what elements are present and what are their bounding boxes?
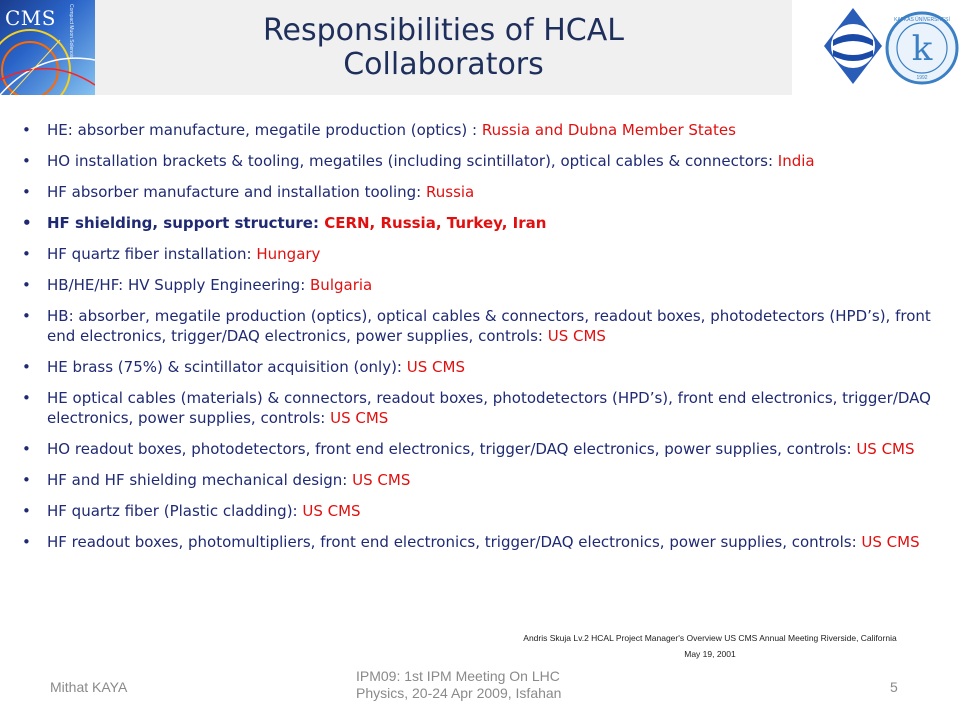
bullet-responsible-party: US CMS xyxy=(547,327,606,345)
bullet-responsible-party: India xyxy=(777,152,815,170)
bullet-dot: • xyxy=(22,121,31,139)
bullet-responsible-party: US CMS xyxy=(302,502,361,520)
bullet-responsible-party: US CMS xyxy=(856,440,915,458)
footer-author: Mithat KAYA xyxy=(50,679,128,695)
bullet-dot: • xyxy=(22,502,31,520)
bullet-item xyxy=(22,388,954,428)
bullet-item xyxy=(22,439,954,459)
bullet-dot: • xyxy=(22,471,31,489)
bullet-responsible-party: Bulgaria xyxy=(310,276,373,294)
bullet-responsible-party: CERN, Russia, Turkey, Iran xyxy=(324,214,547,232)
bullet-text: HO readout boxes, photodetectors, front end electronics, trigger/DAQ electronics, power supplies, controls: xyxy=(47,440,857,458)
bullet-item xyxy=(22,470,954,490)
bullet-item xyxy=(22,182,954,202)
bullet-item xyxy=(22,357,954,377)
bullet-responsible-party: Hungary xyxy=(256,245,321,263)
title-band xyxy=(95,0,792,95)
slide-title-line1: Responsibilities of HCAL xyxy=(263,12,624,48)
bullet-text: HE optical cables (materials) & connectors, readout boxes, photodetectors (HPD’s), front end electronics, trigger/DAQ electronics, power supplies, controls: xyxy=(47,389,931,427)
reference-line1: Andris Skuja Lv.2 HCAL Project Manager's Overview US CMS Annual Meeting Riverside, California xyxy=(523,633,897,643)
footer-event-line1: IPM09: 1st IPM Meeting On LHC xyxy=(356,668,560,684)
bullet-dot: • xyxy=(22,276,31,294)
bullet-dot: • xyxy=(22,533,31,551)
cms-logo xyxy=(0,0,95,95)
bullet-text: HE: absorber manufacture, megatile production (optics) : xyxy=(47,121,482,139)
page-number: 5 xyxy=(890,679,898,695)
bullet-responsible-party: US CMS xyxy=(330,409,389,427)
seal-year: 1992 xyxy=(916,75,928,81)
bullet-item xyxy=(22,244,954,264)
bullet-item xyxy=(22,213,954,233)
bullet-dot: • xyxy=(22,307,31,325)
bullet-text: HF shielding, support structure: xyxy=(47,214,325,232)
bullet-responsible-party: Russia and Dubna Member States xyxy=(481,121,736,139)
globe-partner-logo-icon xyxy=(822,6,884,88)
cms-logo-subtext: Compact Muon Solenoid xyxy=(68,4,74,59)
slide-title-line2: Collaborators xyxy=(343,46,544,82)
bullet-text: HO installation brackets & tooling, megatiles (including scintillator), optical cables & connectors: xyxy=(47,152,778,170)
bullet-text: HF readout boxes, photomultipliers, front end electronics, trigger/DAQ electronics, power supplies, controls: xyxy=(47,533,862,551)
bullet-text: HF absorber manufacture and installation tooling: xyxy=(47,183,426,201)
bullet-item xyxy=(22,501,954,521)
bullet-dot: • xyxy=(22,440,31,458)
bullet-text: HF and HF shielding mechanical design: xyxy=(47,471,353,489)
source-reference xyxy=(468,630,952,662)
bullet-responsible-party: US CMS xyxy=(352,471,411,489)
bullet-dot: • xyxy=(22,245,31,263)
seal-university-name: KAFKAS ÜNİVERSİTESİ xyxy=(894,17,950,23)
bullet-item xyxy=(22,151,954,171)
bullet-item xyxy=(22,532,954,552)
bullet-text: HE brass (75%) & scintillator acquisition (only): xyxy=(47,358,407,376)
bullet-dot: • xyxy=(22,152,31,170)
bullet-responsible-party: US CMS xyxy=(861,533,920,551)
bullet-dot: • xyxy=(22,183,31,201)
bullet-dot: • xyxy=(22,389,31,407)
bullet-text: HF quartz fiber (Plastic cladding): xyxy=(47,502,303,520)
bullet-text: HF quartz fiber installation: xyxy=(47,245,257,263)
seal-letter: k xyxy=(911,29,933,69)
footer-event xyxy=(356,668,616,702)
responsibility-list xyxy=(22,120,954,563)
reference-line2: May 19, 2001 xyxy=(684,649,736,659)
bullet-item xyxy=(22,275,954,295)
footer-event-line2: Physics, 20-24 Apr 2009, Isfahan xyxy=(356,685,562,701)
bullet-text: HB/HE/HF: HV Supply Engineering: xyxy=(47,276,311,294)
bullet-dot: • xyxy=(22,358,31,376)
bullet-responsible-party: US CMS xyxy=(406,358,465,376)
bullet-responsible-party: Russia xyxy=(426,183,475,201)
bullet-text: HB: absorber, megatile production (optics), optical cables & connectors, readout boxes, photodetectors (HPD’s), front end electronics, trigger/DAQ electronics, power supplies, controls: xyxy=(47,307,931,345)
bullet-item xyxy=(22,120,954,140)
cms-logo-text: CMS xyxy=(5,6,56,30)
bullet-item xyxy=(22,306,954,346)
kafkas-university-seal xyxy=(885,2,959,94)
bullet-dot: • xyxy=(22,214,32,232)
